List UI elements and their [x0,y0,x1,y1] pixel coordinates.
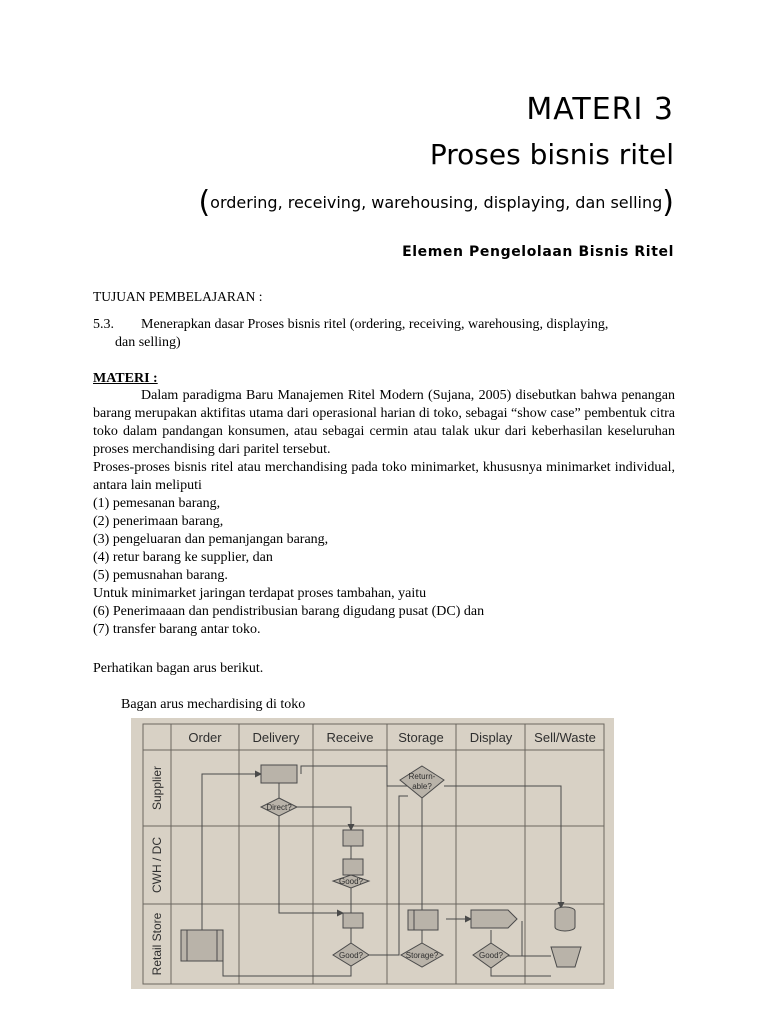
row-headers [150,766,164,975]
decision-storage-label: Storage? [405,951,439,960]
decision-direct-label: Direct? [266,803,292,812]
list-item: (7) transfer barang antar toko. [93,622,261,637]
objective-text: Menerapkan dasar Proses bisnis ritel (ordering, receiving, warehousing, displaying, [141,317,609,332]
list-item: (5) pemusnahan barang. [93,568,228,583]
list-item: (4) retur barang ke supplier, dan [93,550,273,565]
document-subtitle: Proses bisnis ritel [429,138,674,171]
waste-shape [551,947,581,967]
display-shelf-shape [471,910,517,928]
objectives-heading: TUJUAN PEMBELAJARAN : [93,289,263,304]
open-paren: ( [198,185,211,220]
decision-good-store-label: Good? [338,951,364,960]
store-storage-box [408,910,438,930]
cwh-receive-box [343,830,363,846]
topics-line [198,186,674,220]
objective-item [93,316,675,352]
close-paren: ) [662,185,674,220]
objective-number: 5.3. [93,317,114,332]
paragraph-intro: Dalam paradigma Baru Manajemen Ritel Modern (Sujana, 2005) disebutkan bahwa penangan barang merupakan aktifitas utama dari operasional harian di toko, sebagai “show case” pembentuk citra toko dalam pandangan konsumen, atau sebagai cermin atau talak ukur dari keberhasilan keseluruhan proses merchandising dari paritel tersebut. [93,388,675,457]
list-item: (1) pemesanan barang, [93,496,221,511]
paragraph-network: Untuk minimarket jaringan terdapat proses tambahan, yaitu [93,586,427,601]
merchandising-flow-diagram [131,718,614,989]
section-heading: Elemen Pengelolaan Bisnis Ritel [402,244,674,260]
flow-shapes [181,765,581,968]
figure-caption: Bagan arus mechardising di toko [121,697,306,712]
objective-continuation: dan selling) [115,335,181,350]
list-item: (6) Penerimaaan dan pendistribusian barang digudang pusat (DC) dan [93,604,485,619]
column-headers [188,730,595,745]
row-header-retail-store: Retail Store [150,912,164,976]
store-receive-box [343,913,363,928]
column-header-receive: Receive [326,730,374,745]
process-list [93,495,675,585]
decision-good-dc-label: Good? [338,877,364,886]
delivery-process-box [261,765,297,783]
cwh-storage-box [343,859,363,875]
column-header-display: Display [469,730,513,745]
decision-returnable-label-2: able? [412,782,432,791]
column-header-delivery: Delivery [252,730,300,745]
column-header-storage: Storage [398,730,444,745]
sales-cylinder [555,907,575,931]
column-header-order: Order [188,730,222,745]
network-process-list [93,603,675,639]
flow-connectors [202,766,561,976]
materi-heading: MATERI : [93,371,158,386]
column-header-sell-waste: Sell/Waste [534,730,596,745]
row-header-cwh-dc: CWH / DC [150,837,164,893]
row-header-supplier: Supplier [150,765,164,811]
materi-body [93,387,675,639]
list-item: (3) pengeluaran dan pemanjangan barang, [93,532,329,547]
flow-diagram-svg [131,718,614,989]
flow-intro: Perhatikan bagan arus berikut. [93,661,264,676]
decision-labels [266,772,503,960]
topics-text: ordering, receiving, warehousing, displaying, dan selling [210,193,663,212]
paragraph-processes: Proses-proses bisnis ritel atau merchandising pada toko minimarket, khususnya minimarket individual, antara lain meliputi [93,460,675,493]
decision-good-display-label: Good? [478,951,504,960]
document-title: MATERI 3 [526,92,674,127]
decision-returnable-label-1: Return- [408,772,436,781]
list-item: (2) penerimaan barang, [93,514,224,529]
